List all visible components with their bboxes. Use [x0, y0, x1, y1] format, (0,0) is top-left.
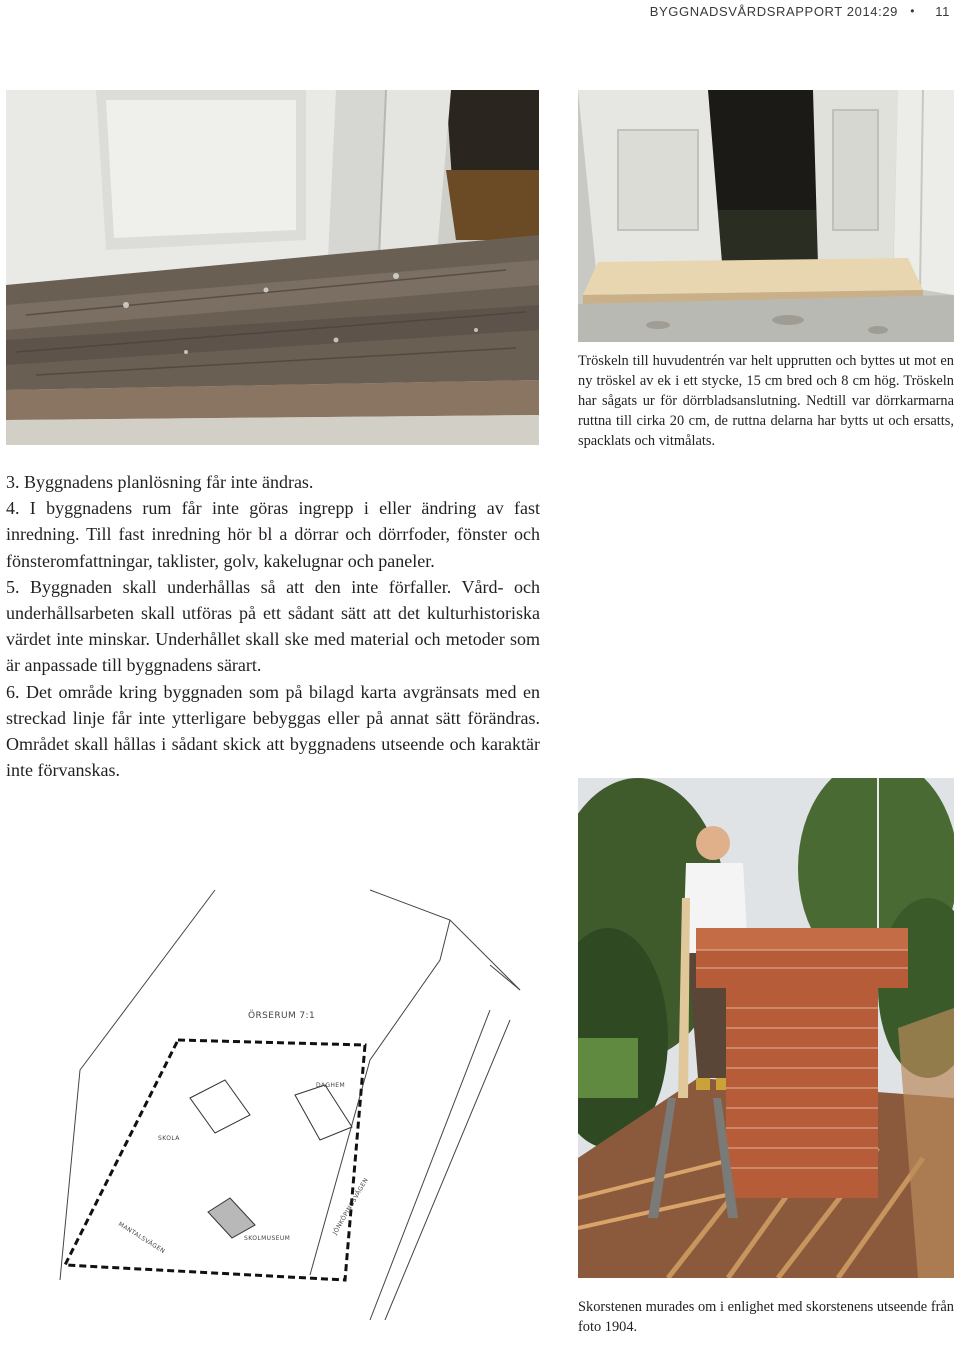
- map-label-property: ÖRSERUM 7:1: [248, 1011, 316, 1021]
- site-map-drawing: [40, 880, 540, 1320]
- chimney-caption: Skorstenen murades om i enlighet med skorstenens utseende från foto 1904.: [578, 1299, 954, 1335]
- map-label-road-left: MANTALSVÄGEN: [116, 1220, 167, 1256]
- new-threshold-photo: [578, 90, 954, 342]
- map-label-school: SKOLA: [158, 1135, 180, 1142]
- threshold-caption: Tröskeln till huvudentrén var helt upprutten och byttes ut mot en ny tröskel av ek i ett stycke, 15 cm bred och 8 cm hög. Tröskeln har sågats ur för dörrbladsanslutning. Nedtill var dörrkarmarna ruttna till cirka 20 cm, de ruttna delarna har bytts ut och ersatts, spacklats och vitmålats.: [578, 353, 954, 449]
- site-map: [40, 880, 540, 1320]
- regulations-text: [6, 469, 540, 783]
- threshold-closeup-image: [6, 90, 539, 445]
- new-threshold-image: [578, 90, 954, 342]
- regulation-5: 5. Byggnaden skall underhållas så att den inte förfaller. Vård- och underhållsarbeten skall utföras på ett sådant sätt att det kulturhistoriska värdet inte minskar. Underhållet skall ske med material och metoder som är anpassade till byggnadens särart.: [6, 576, 540, 676]
- running-header: [0, 0, 960, 24]
- chimney-image: [578, 778, 954, 1278]
- header-separator: •: [910, 4, 915, 18]
- page-number: 11: [935, 4, 950, 19]
- chimney-photo: [578, 778, 954, 1278]
- map-label-road-right: JÖNKÖPINGSVÄGEN: [331, 1176, 370, 1236]
- threshold-closeup-photo: [6, 90, 539, 445]
- regulation-6: 6. Det område kring byggnaden som på bilagd karta avgränsats med en streckad linje får inte ytterligare bebyggas eller på annat sätt förändras. Området skall hållas i sådant skick att byggnadens utseende och karaktär inte förvanskas.: [6, 681, 540, 781]
- regulation-3: 3. Byggnadens planlösning får inte ändras.: [6, 472, 314, 492]
- map-label-school-museum: SKOLMUSEUM: [244, 1235, 291, 1242]
- publication-title: BYGGNADSVÅRDSRAPPORT 2014:29: [649, 4, 898, 19]
- regulation-4: 4. I byggnadens rum får inte göras ingrepp i eller ändring av fast inredning. Till fast inredning hör bl a dörrar och dörrfoder, fönster och fönsteromfattningar, taklister, golv, kakelugnar och paneler.: [6, 498, 540, 571]
- map-label-daycare: DAGHEM: [316, 1082, 346, 1089]
